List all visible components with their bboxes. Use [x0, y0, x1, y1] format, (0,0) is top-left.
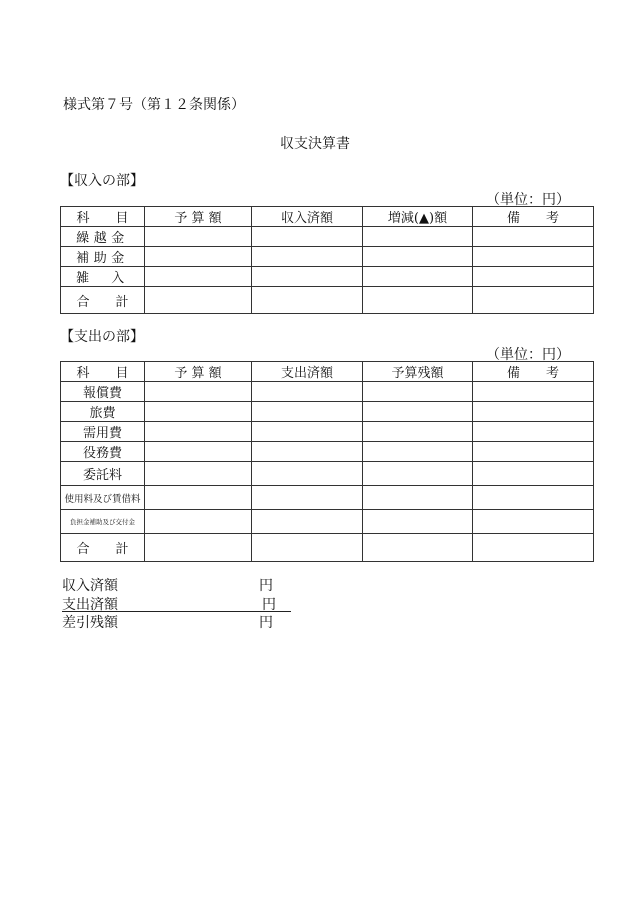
- expense-table: [60, 361, 594, 562]
- income-table: [60, 206, 594, 314]
- budget-cell[interactable]: [145, 247, 252, 267]
- remaining-cell[interactable]: [363, 382, 473, 402]
- table-row-total: [61, 287, 594, 314]
- summary-unit-expense: 円: [262, 597, 276, 613]
- summary-unit-income: 円: [259, 578, 273, 594]
- row-label: 委託料: [61, 462, 145, 486]
- remaining-cell[interactable]: [363, 534, 473, 562]
- row-label: 使用料及び賃借料: [61, 486, 145, 510]
- header-remarks: 備 考: [473, 362, 594, 382]
- row-label: 報償費: [61, 382, 145, 402]
- difference-cell[interactable]: [363, 247, 473, 267]
- remarks-cell[interactable]: [473, 382, 594, 402]
- table-row: [61, 442, 594, 462]
- row-label: 役務費: [61, 442, 145, 462]
- expense-section-label: 【支出の部】: [60, 329, 144, 345]
- header-budget: 予 算 額: [145, 207, 252, 227]
- amount-cell[interactable]: [252, 227, 363, 247]
- row-label: 負担金補助及び交付金: [61, 510, 145, 534]
- remarks-cell[interactable]: [473, 422, 594, 442]
- income-header-row: [61, 207, 594, 227]
- remarks-cell[interactable]: [473, 534, 594, 562]
- budget-cell[interactable]: [145, 510, 252, 534]
- summary-label-expense: 支出済額: [62, 597, 118, 613]
- amount-cell[interactable]: [252, 510, 363, 534]
- row-label-total: 合 計: [61, 534, 145, 562]
- table-row: [61, 402, 594, 422]
- table-row: [61, 462, 594, 486]
- amount-cell[interactable]: [252, 534, 363, 562]
- amount-cell[interactable]: [252, 462, 363, 486]
- remarks-cell[interactable]: [473, 402, 594, 422]
- remarks-cell[interactable]: [473, 227, 594, 247]
- remarks-cell[interactable]: [473, 486, 594, 510]
- table-row: [61, 486, 594, 510]
- amount-cell[interactable]: [252, 402, 363, 422]
- difference-cell[interactable]: [363, 287, 473, 314]
- row-label: 旅費: [61, 402, 145, 422]
- row-label: 需用費: [61, 422, 145, 442]
- amount-cell[interactable]: [252, 267, 363, 287]
- remaining-cell[interactable]: [363, 486, 473, 510]
- budget-cell[interactable]: [145, 227, 252, 247]
- summary-unit-balance: 円: [259, 615, 273, 631]
- remarks-cell[interactable]: [473, 247, 594, 267]
- header-remaining: 予算残額: [363, 362, 473, 382]
- budget-cell[interactable]: [145, 402, 252, 422]
- income-section-label: 【収入の部】: [60, 173, 144, 189]
- remarks-cell[interactable]: [473, 267, 594, 287]
- budget-cell[interactable]: [145, 422, 252, 442]
- difference-cell[interactable]: [363, 267, 473, 287]
- remarks-cell[interactable]: [473, 462, 594, 486]
- row-label: 補助金: [61, 247, 145, 267]
- budget-cell[interactable]: [145, 382, 252, 402]
- budget-cell[interactable]: [145, 462, 252, 486]
- document-title: 収支決算書: [280, 136, 350, 152]
- amount-cell[interactable]: [252, 422, 363, 442]
- remaining-cell[interactable]: [363, 402, 473, 422]
- row-label: 雑 入: [61, 267, 145, 287]
- income-unit-label: （単位：円）: [486, 192, 570, 208]
- amount-cell[interactable]: [252, 486, 363, 510]
- remarks-cell[interactable]: [473, 287, 594, 314]
- difference-cell[interactable]: [363, 227, 473, 247]
- table-row: [61, 247, 594, 267]
- header-difference: 増減(▲)額: [363, 207, 473, 227]
- budget-cell[interactable]: [145, 486, 252, 510]
- header-budget: 予 算 額: [145, 362, 252, 382]
- summary-label-balance: 差引残額: [62, 615, 118, 631]
- amount-cell[interactable]: [252, 247, 363, 267]
- form-number: 様式第７号（第１２条関係）: [63, 97, 245, 113]
- summary-label-income: 収入済額: [62, 578, 118, 594]
- amount-cell[interactable]: [252, 382, 363, 402]
- amount-cell[interactable]: [252, 442, 363, 462]
- amount-cell[interactable]: [252, 287, 363, 314]
- remaining-cell[interactable]: [363, 422, 473, 442]
- table-row: [61, 382, 594, 402]
- expense-unit-label: （単位：円）: [486, 347, 570, 363]
- expense-header-row: [61, 362, 594, 382]
- remaining-cell[interactable]: [363, 442, 473, 462]
- remaining-cell[interactable]: [363, 510, 473, 534]
- header-remarks: 備 考: [473, 207, 594, 227]
- table-row: [61, 422, 594, 442]
- remarks-cell[interactable]: [473, 442, 594, 462]
- header-spent: 支出済額: [252, 362, 363, 382]
- row-label: 繰越金: [61, 227, 145, 247]
- table-row: [61, 267, 594, 287]
- table-row-total: [61, 534, 594, 562]
- remaining-cell[interactable]: [363, 462, 473, 486]
- header-subject: 科 目: [61, 362, 145, 382]
- remarks-cell[interactable]: [473, 510, 594, 534]
- budget-cell[interactable]: [145, 534, 252, 562]
- header-received: 収入済額: [252, 207, 363, 227]
- header-subject: 科 目: [61, 207, 145, 227]
- budget-cell[interactable]: [145, 287, 252, 314]
- table-row: [61, 510, 594, 534]
- row-label-total: 合 計: [61, 287, 145, 314]
- budget-cell[interactable]: [145, 267, 252, 287]
- budget-cell[interactable]: [145, 442, 252, 462]
- table-row: [61, 227, 594, 247]
